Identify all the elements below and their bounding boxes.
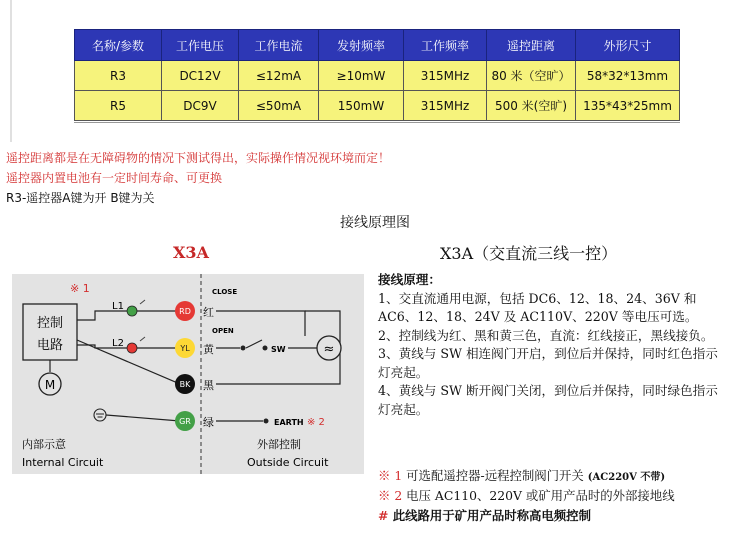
spec-header-cell: 工作电压 bbox=[162, 30, 239, 61]
description-item: 4、黄线与 SW 断开阀门关闭，到位后并保持，同时绿色指示灯亮起。 bbox=[378, 383, 718, 417]
spec-header-cell: 遥控距离 bbox=[487, 30, 576, 61]
wire-color-label: 绿 bbox=[203, 416, 214, 429]
wiring-description bbox=[378, 271, 718, 419]
footnote-text: 电压 AC110、220V 或矿用产品时的外部接地线 bbox=[406, 488, 675, 503]
footnote-note: (AC220V 不带) bbox=[587, 472, 666, 483]
ac-symbol: ≈ bbox=[323, 342, 335, 357]
led-l2-label: L2 bbox=[112, 338, 124, 349]
table-cell: 80 米（空旷） bbox=[487, 61, 576, 91]
note-remote-distance: 遥控距离都是在无障碍物的情况下测试得出，实际操作情况视环境而定！ bbox=[6, 151, 391, 165]
table-cell: ≤12mA bbox=[239, 61, 319, 91]
red-led-icon bbox=[127, 343, 137, 353]
earth-terminal bbox=[264, 419, 269, 424]
wiring-diagram-heading: 接线原理图 bbox=[340, 215, 410, 231]
wire-code: YL bbox=[180, 344, 190, 353]
table-cell: 315MHz bbox=[404, 91, 487, 121]
internal-label-cn: 内部示意 bbox=[22, 438, 66, 451]
wire-color-label: 黄 bbox=[203, 343, 214, 356]
close-label: CLOSE bbox=[212, 288, 238, 296]
table-cell: 135*43*25mm bbox=[576, 91, 680, 121]
model-subtitle: X3A（交直流三线一控） bbox=[440, 244, 618, 263]
footnote-mark: # bbox=[378, 508, 389, 523]
table-cell: R3 bbox=[75, 61, 162, 91]
wire-code: RD bbox=[179, 307, 191, 316]
spec-header-cell: 发射频率 bbox=[319, 30, 404, 61]
footnote-remote bbox=[378, 466, 665, 484]
table-cell: 58*32*13mm bbox=[576, 61, 680, 91]
footnote-earth bbox=[378, 486, 675, 504]
earth-mark: ※ 2 bbox=[307, 417, 325, 428]
spec-header-cell: 工作电流 bbox=[239, 30, 319, 61]
note-r3-buttons: R3-遥控器A键为开 B键为关 bbox=[6, 191, 155, 205]
open-label: OPEN bbox=[212, 327, 234, 335]
table-cell: 150mW bbox=[319, 91, 404, 121]
spec-header-cell: 名称/参数 bbox=[75, 30, 162, 61]
spec-header-cell: 外形尺寸 bbox=[576, 30, 680, 61]
green-led-icon bbox=[127, 306, 137, 316]
table-cell: 500 米(空旷) bbox=[487, 91, 576, 121]
description-item: 3、黄线与 SW 相连阀门开启，到位后并保持，同时红色指示灯亮起。 bbox=[378, 346, 718, 380]
wire-color-label: 黑 bbox=[203, 379, 214, 392]
control-box-label: 电路 bbox=[36, 338, 64, 353]
switch-contact bbox=[263, 346, 268, 351]
table-cell: 315MHz bbox=[404, 61, 487, 91]
description-item: 1、交直流通用电源，包括 DC6、12、18、24、36V 和 AC6、12、18、24V 及 AC110V、220V 等电压可选。 bbox=[378, 290, 698, 324]
footnote-text: 此线路用于矿用产品时称高电频控制 bbox=[392, 508, 591, 523]
sw-label: SW bbox=[271, 345, 286, 354]
note-battery: 遥控器内置电池有一定时间寿命、可更换 bbox=[6, 171, 223, 185]
table-cell: ≥10mW bbox=[319, 61, 404, 91]
footnote-mark: ※ 2 bbox=[378, 488, 403, 503]
table-cell: DC9V bbox=[162, 91, 239, 121]
wire-code: BK bbox=[179, 380, 191, 389]
description-item: 2、控制线为红、黑和黄三色，直流：红线接正，黑线接负。 bbox=[378, 327, 714, 343]
spec-header-cell: 工作频率 bbox=[404, 30, 487, 61]
table-cell: ≤50mA bbox=[239, 91, 319, 121]
table-cell: R5 bbox=[75, 91, 162, 121]
footnote-text: 可选配遥控器-远程控制阀门开关 bbox=[406, 468, 584, 483]
outside-label-en: Outside Circuit bbox=[247, 456, 329, 469]
footnote-mining bbox=[378, 506, 591, 524]
footnote-mark: ※ 1 bbox=[378, 468, 403, 483]
wire-code: GR bbox=[179, 417, 191, 426]
switch-contact bbox=[241, 346, 246, 351]
motor-symbol: M bbox=[44, 378, 56, 392]
wire-color-label: 红 bbox=[203, 306, 214, 319]
internal-label-en: Internal Circuit bbox=[22, 456, 104, 469]
remote-mark: ※ 1 bbox=[70, 282, 90, 295]
table-cell: DC12V bbox=[162, 61, 239, 91]
description-heading: 接线原理： bbox=[378, 272, 441, 287]
earth-label: EARTH bbox=[274, 418, 304, 427]
control-box-label: 控制 bbox=[36, 316, 64, 331]
outside-label-cn: 外部控制 bbox=[257, 438, 301, 451]
model-title: X3A bbox=[173, 243, 209, 262]
led-l1-label: L1 bbox=[112, 301, 124, 312]
